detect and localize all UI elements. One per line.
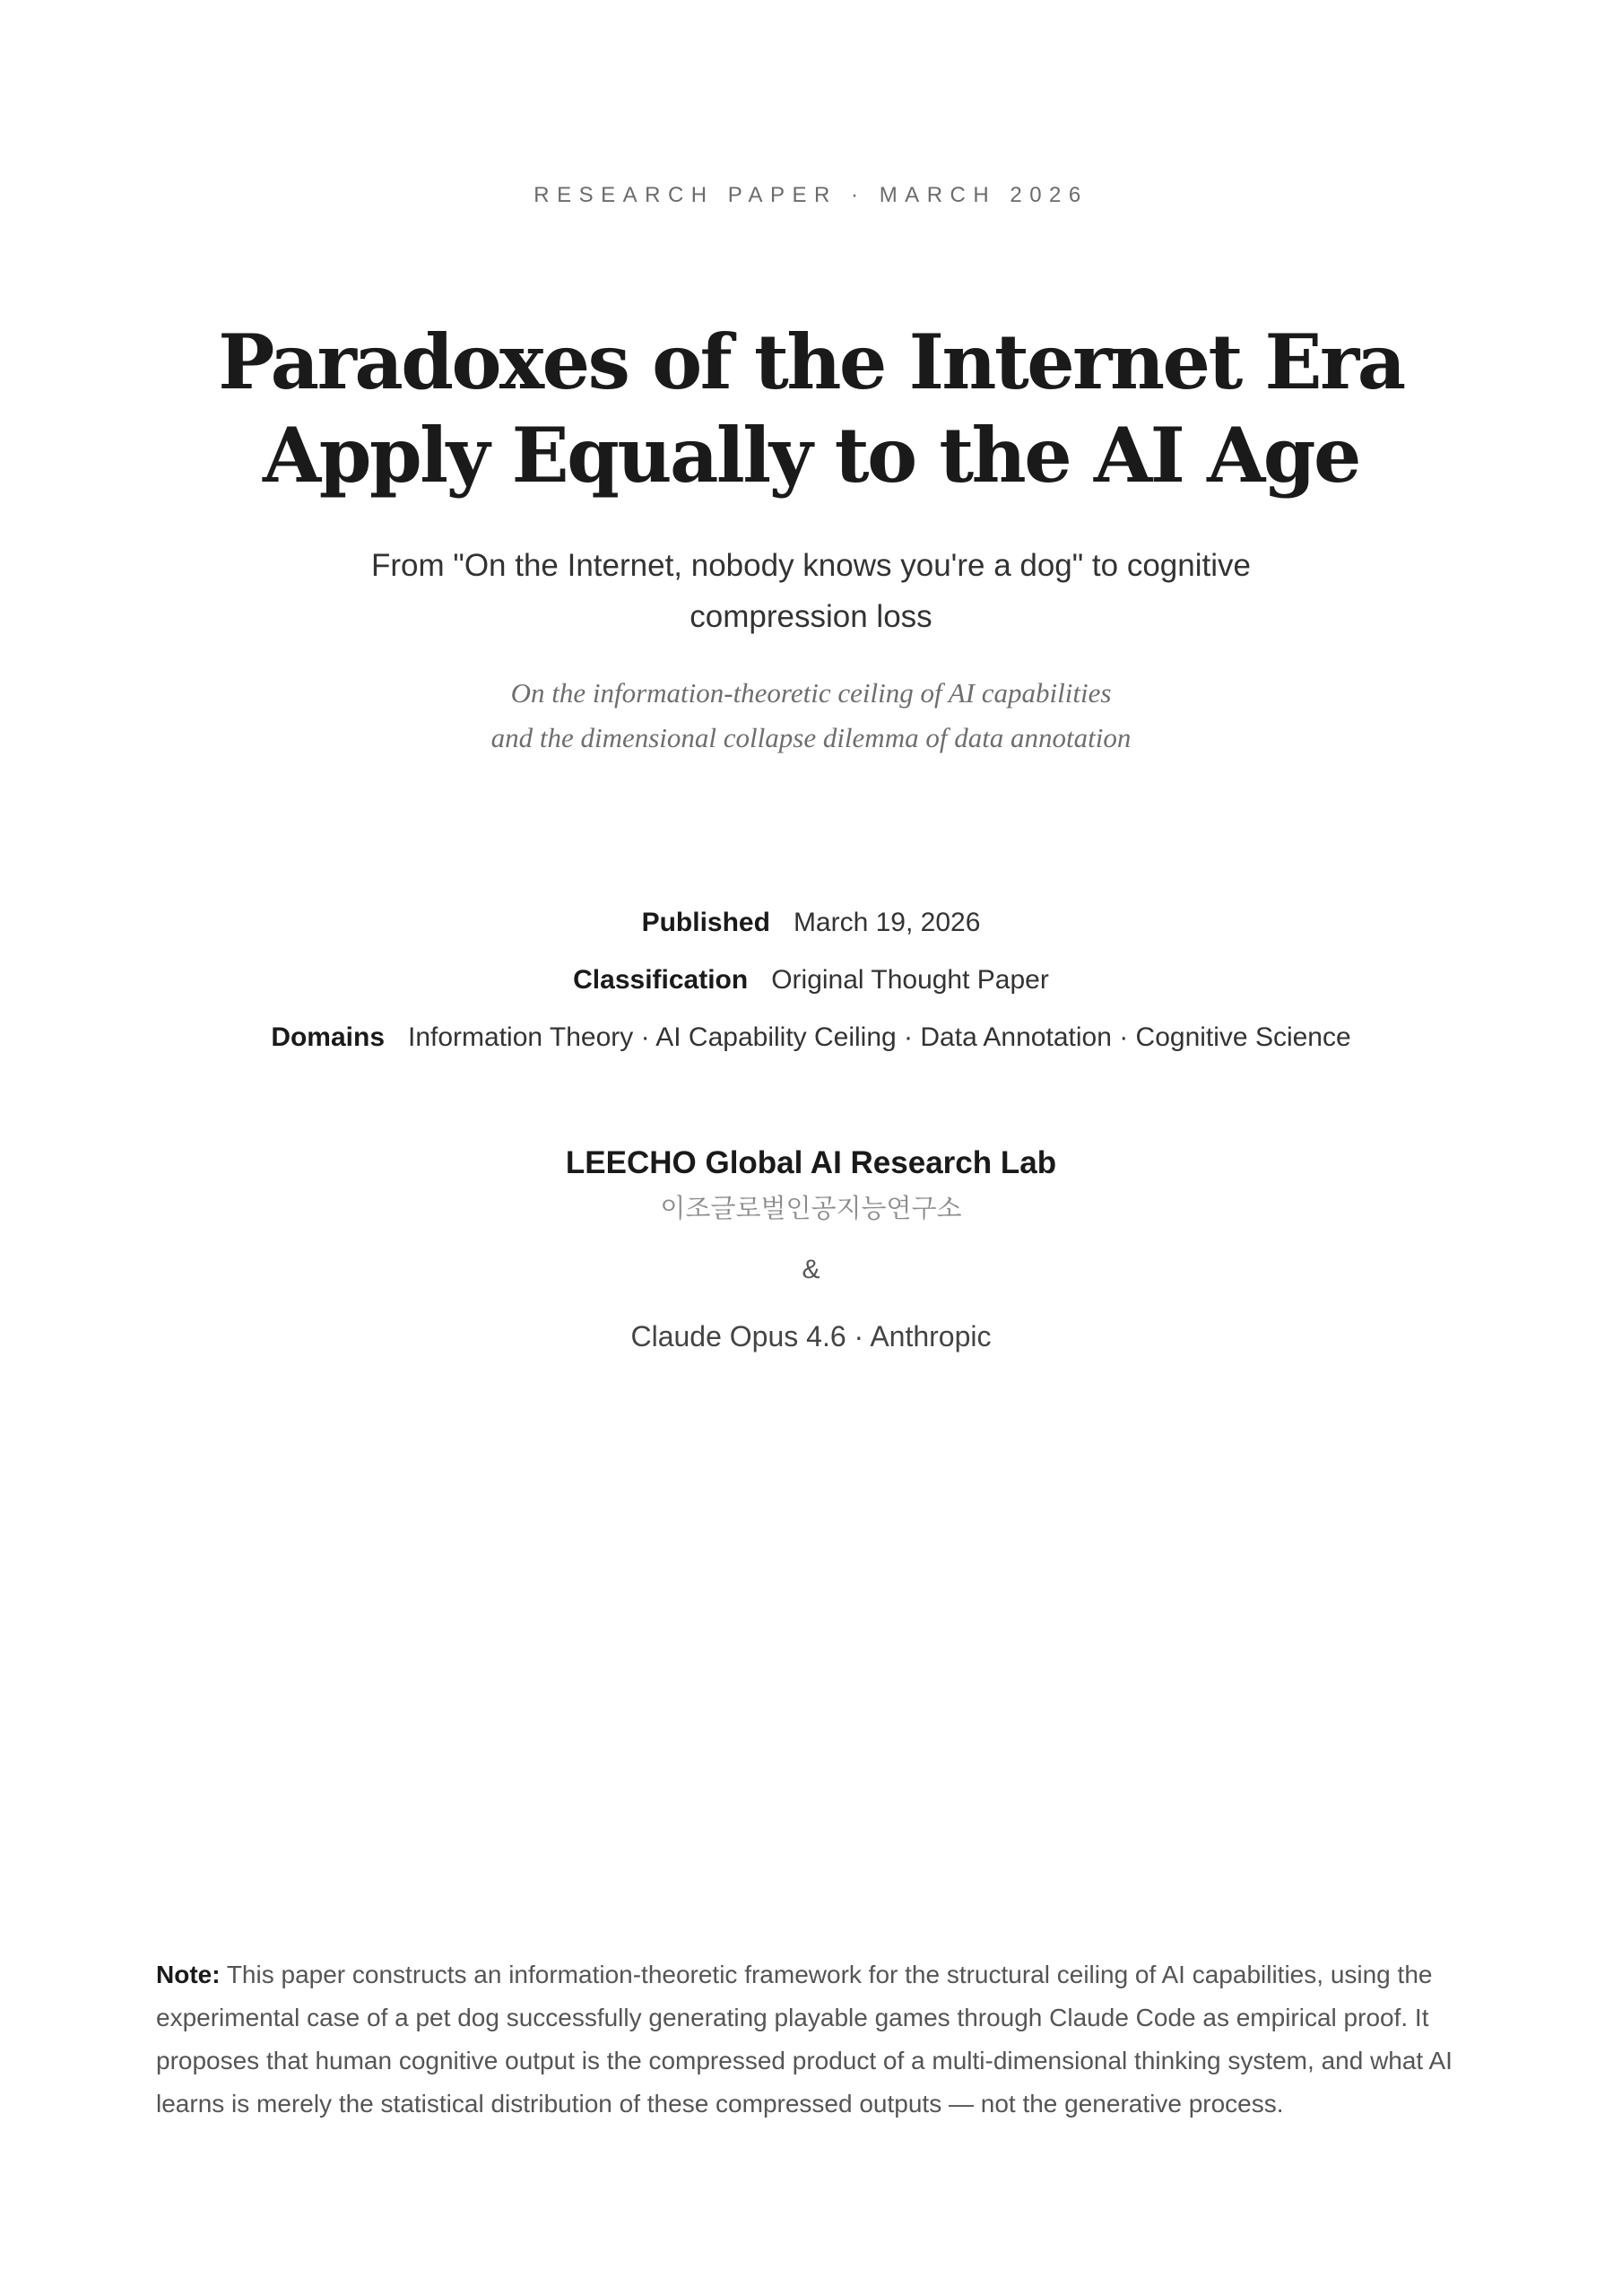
meta-row-published	[0, 900, 1622, 958]
domains-label: Domains	[271, 1022, 386, 1052]
paper-tagline	[269, 671, 1353, 761]
meta-row-classification	[0, 958, 1622, 1015]
classification-value: Original Thought Paper	[771, 965, 1049, 995]
partner-author: Claude Opus 4.6 · Anthropic	[630, 1320, 992, 1352]
paper-title-line-2: Apply Equally to the AI Age	[263, 411, 1359, 500]
paper-subtitle: From "On the Internet, nobody knows you're a dog" to cognitive compression loss	[371, 548, 1251, 634]
published-value: March 19, 2026	[793, 908, 981, 937]
author-separator: &	[802, 1255, 820, 1284]
paper-tagline-line-2: and the dimensional collapse dilemma of data annotation	[490, 722, 1132, 753]
note-label: Note:	[156, 1961, 221, 1988]
paper-tagline-line-1: On the information-theoretic ceiling of AI capabilities	[510, 677, 1112, 709]
domains-value: Information Theory · AI Capability Ceiling · Data Annotation · Cognitive Science	[408, 1022, 1351, 1052]
paper-authors	[0, 1141, 1622, 1356]
paper-title	[179, 316, 1443, 502]
note-text: This paper constructs an information-theoretic framework for the structural ceiling of AI capabilities, using the experimental case of a pet dog successfully generating playable games through Claude Code as empirical proof. It proposes that human cognitive output is the compressed product of a multi-dimensional thinking system, and what AI learns is merely the statistical distribution of these compressed outputs — not the generative process.	[156, 1961, 1453, 2118]
published-label: Published	[641, 908, 770, 937]
lab-name: LEECHO Global AI Research Lab	[565, 1145, 1057, 1180]
meta-row-domains	[0, 1015, 1622, 1073]
classification-label: Classification	[573, 965, 749, 995]
paper-kicker: RESEARCH PAPER · MARCH 2026	[533, 183, 1089, 207]
paper-title-line-1: Paradoxes of the Internet Era	[218, 317, 1404, 406]
paper-note	[156, 1953, 1483, 2126]
lab-native-name: 이조글로벌인공지능연구소	[660, 1193, 962, 1223]
paper-metadata	[0, 900, 1622, 1073]
